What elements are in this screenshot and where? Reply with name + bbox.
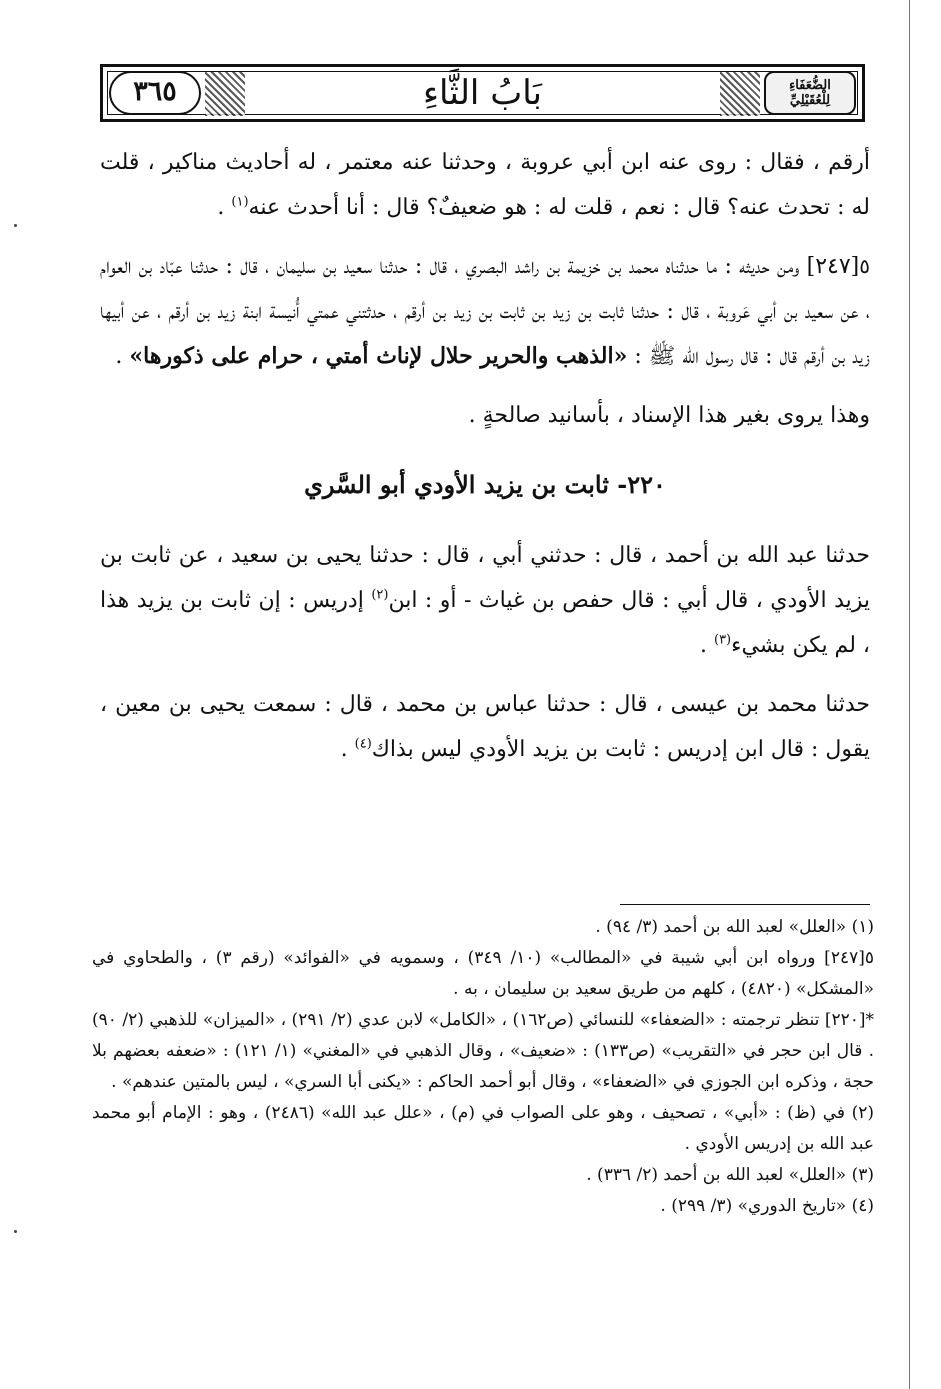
footnote-220: *[٢٢٠] تنظر ترجمته : «الضعفاء» للنسائي (ص١٦٢) ، «الكامل» لابن عدي (٢/ ٢٩١) ، «الميزان» للذهبي (٢/ ٩٠) . قال ابن حجر في «التقريب» (ص١٣٣) : «ضعيف» ، وقال الذهبي في «المغني» (١/ ١٢١) : «ضعفه بعضهم بلا حجة ، وذكره ابن الجوزي في «الضعفاء» ، وقال أبو أحمد الحاكم : «يكنى أبا السري» ، ليس بالمتين عندهم» . (92, 1010, 874, 1092)
paragraph-2-text: [٢٤٧] ومن حديثه : ما حدثناه محمد بن خزيمة بن راشد البصري ، قال : حدثنا سعيد بن سليمان ، قال : حدثنا عبّاد بن العوام ، عن سعيد بن أبي عَروبة ، قال : حدثنا ثابت بن زيد بن ثابت بن زيد بن أرقم ، حدثتني عمتي أُنيسة ابنة زيد بن أرقم ، عن أبيها زيد بن أرقم قال : قال رسول الله ﷺ : (100, 254, 870, 369)
footnotes (92, 912, 874, 1222)
badge-line-1: الضُّعَفَاءِ (789, 78, 831, 93)
paragraph-5-text: حدثنا محمد بن عيسى ، قال : حدثنا عباس بن محمد ، قال : سمعت يحيى بن معين ، يقول : قال ابن إدريس : ثابت بن يزيد الأودي ليس بذاك (100, 692, 870, 762)
hadith-text: «الذهب والحرير حلال لإناث أمتي ، حرام على ذكورها» (129, 343, 628, 369)
paragraph-4-mid: إدريس : إن ثابت بن يزيد هذا ، لم يكن بشيء (100, 588, 870, 658)
paragraph-4-text: حدثنا عبد الله بن أحمد ، قال : حدثني أبي ، قال : حدثنا يحيى بن سعيد ، عن ثابت بن يزيد الأودي ، قال أبي : قال حفص بن غياث - أو : ابن (100, 543, 870, 613)
paragraph-2-tail: . (115, 344, 130, 369)
footnote-ref-3: (٣) (713, 632, 732, 648)
page-edge-line (909, 0, 910, 1389)
paragraph-1 (100, 140, 870, 230)
footnote-4: (٤) «تاريخ الدوري» (٣/ ٢٩٩) . (660, 1196, 874, 1216)
paragraph-5-tail: . (340, 737, 355, 762)
footnote-247: ٥[٢٤٧] ورواه ابن أبي شيبة في «المطالب» (١٠/ ٣٤٩) ، وسمويه في «الفوائد» (رقم ٣) ، والطحاوي في «المشكل» (٤٨٢٠) ، كلهم من طريق سعيد بن سليمان ، به . (92, 948, 874, 999)
ornament-left (205, 72, 245, 116)
footnote-divider (620, 904, 870, 905)
paragraph-4 (100, 533, 870, 668)
book-badge (764, 71, 856, 115)
chapter-title: بَابُ الثَّاءِ (422, 73, 543, 113)
footnote-1: (١) «العلل» لعبد الله بن أحمد (٣/ ٩٤) . (595, 917, 874, 937)
footnote-ref-1: (١) (231, 194, 249, 210)
scan-speck (14, 224, 17, 227)
page-number: ٣٦٥ (133, 76, 177, 107)
footnote-3: (٣) «العلل» لعبد الله بن أحمد (٢/ ٣٣٦) . (586, 1165, 874, 1185)
footnote-ref-4: (٤) (354, 736, 372, 752)
paragraph-3-text: وهذا يروى بغير هذا الإسناد ، بأسانيد صالحةٍ . (468, 403, 870, 428)
hadith-marker: ٥ (859, 254, 870, 278)
paragraph-4-tail: . (699, 633, 714, 658)
section-heading: ٢٢٠- ثابت بن يزيد الأودي أبو السَّري (304, 470, 666, 499)
page-number-frame (109, 71, 201, 115)
paragraph-5 (100, 682, 870, 772)
footnote-2: (٢) في (ظ) : «أبي» ، تصحيف ، وهو على الصواب في (م) ، «علل عبد الله» (٢٤٨٦) ، وهو : الإمام أبو محمد عبد الله بن إدريس الأودي . (92, 1103, 874, 1154)
page-header (100, 64, 865, 122)
paragraph-3 (100, 393, 870, 438)
paragraph-1-text: أرقم ، فقال : روى عنه ابن أبي عروبة ، وحدثنا عنه معتمر ، له أحاديث مناكير ، قلت له : تحدث عنه؟ قال : نعم ، قلت له : هو ضعيفٌ؟ قال : أنا أحدث عنه (100, 150, 870, 220)
footnote-ref-2: (٢) (371, 587, 389, 603)
paragraph-1-tail: . (217, 195, 232, 220)
paragraph-2 (100, 244, 870, 379)
badge-line-2: لِلْعُقَيْلِيِّ (789, 93, 831, 108)
scan-speck (14, 1230, 17, 1233)
ornament-right (720, 72, 760, 116)
main-text (100, 140, 870, 772)
